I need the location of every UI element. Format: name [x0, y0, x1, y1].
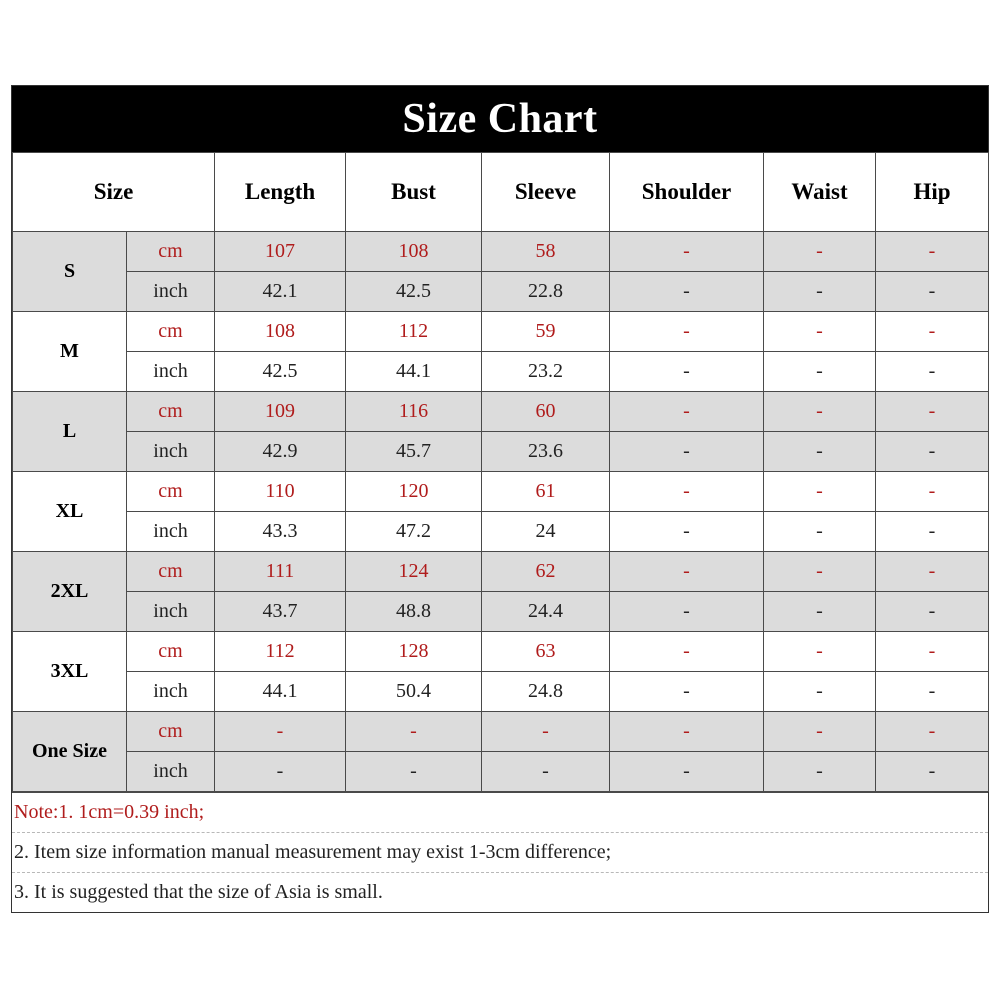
size-row-cm [13, 232, 989, 272]
length-cm-cell: 107 [215, 232, 346, 272]
length-inch-cell: 43.3 [215, 512, 346, 552]
unit-cm-label: cm [127, 552, 215, 592]
header-bust: Bust [346, 153, 482, 232]
waist-inch-cell: - [764, 512, 876, 552]
sleeve-cm-cell: 58 [482, 232, 610, 272]
bust-inch-cell: 45.7 [346, 432, 482, 472]
note-2: 2. Item size information manual measurement may exist 1-3cm difference; [12, 832, 988, 872]
waist-cm-cell: - [764, 392, 876, 432]
shoulder-inch-cell: - [610, 752, 764, 792]
unit-cm-label: cm [127, 312, 215, 352]
length-cm-cell: 108 [215, 312, 346, 352]
size-row-inch [13, 752, 989, 792]
waist-cm-cell: - [764, 712, 876, 752]
sleeve-cm-cell: 62 [482, 552, 610, 592]
sleeve-inch-cell: 23.6 [482, 432, 610, 472]
shoulder-cm-cell: - [610, 312, 764, 352]
bust-cm-cell: 112 [346, 312, 482, 352]
shoulder-inch-cell: - [610, 432, 764, 472]
size-table [12, 152, 989, 792]
size-row-inch [13, 512, 989, 552]
shoulder-cm-cell: - [610, 712, 764, 752]
size-row-inch [13, 272, 989, 312]
size-label: XL [13, 472, 127, 552]
shoulder-cm-cell: - [610, 392, 764, 432]
length-inch-cell: 43.7 [215, 592, 346, 632]
size-row-inch [13, 352, 989, 392]
header-waist: Waist [764, 153, 876, 232]
hip-cm-cell: - [876, 552, 989, 592]
hip-inch-cell: - [876, 672, 989, 712]
sleeve-cm-cell: - [482, 712, 610, 752]
size-row-inch [13, 592, 989, 632]
shoulder-cm-cell: - [610, 632, 764, 672]
size-row-cm [13, 472, 989, 512]
length-cm-cell: 110 [215, 472, 346, 512]
bust-inch-cell: 44.1 [346, 352, 482, 392]
hip-inch-cell: - [876, 352, 989, 392]
header-hip: Hip [876, 153, 989, 232]
hip-cm-cell: - [876, 392, 989, 432]
length-inch-cell: 42.1 [215, 272, 346, 312]
sleeve-inch-cell: 22.8 [482, 272, 610, 312]
bust-inch-cell: 42.5 [346, 272, 482, 312]
sleeve-inch-cell: 24.8 [482, 672, 610, 712]
bust-cm-cell: - [346, 712, 482, 752]
hip-inch-cell: - [876, 272, 989, 312]
waist-inch-cell: - [764, 672, 876, 712]
size-label: One Size [13, 712, 127, 792]
unit-inch-label: inch [127, 672, 215, 712]
header-sleeve: Sleeve [482, 153, 610, 232]
sleeve-inch-cell: - [482, 752, 610, 792]
waist-cm-cell: - [764, 552, 876, 592]
shoulder-cm-cell: - [610, 552, 764, 592]
hip-inch-cell: - [876, 512, 989, 552]
bust-inch-cell: 50.4 [346, 672, 482, 712]
size-row-cm [13, 632, 989, 672]
unit-inch-label: inch [127, 352, 215, 392]
chart-title: Size Chart [12, 86, 988, 152]
size-row-cm [13, 712, 989, 752]
length-cm-cell: 111 [215, 552, 346, 592]
bust-cm-cell: 116 [346, 392, 482, 432]
size-row-cm [13, 552, 989, 592]
shoulder-inch-cell: - [610, 352, 764, 392]
shoulder-inch-cell: - [610, 272, 764, 312]
size-table-body [13, 232, 989, 792]
shoulder-inch-cell: - [610, 672, 764, 712]
size-row-inch [13, 432, 989, 472]
size-row-cm [13, 392, 989, 432]
hip-inch-cell: - [876, 432, 989, 472]
length-inch-cell: 42.5 [215, 352, 346, 392]
shoulder-cm-cell: - [610, 232, 764, 272]
header-length: Length [215, 153, 346, 232]
bust-inch-cell: 47.2 [346, 512, 482, 552]
waist-inch-cell: - [764, 272, 876, 312]
note-1: Note:1. 1cm=0.39 inch; [12, 792, 988, 832]
sleeve-inch-cell: 23.2 [482, 352, 610, 392]
waist-inch-cell: - [764, 432, 876, 472]
shoulder-cm-cell: - [610, 472, 764, 512]
note-3: 3. It is suggested that the size of Asia is small. [12, 872, 988, 912]
size-label: M [13, 312, 127, 392]
bust-inch-cell: 48.8 [346, 592, 482, 632]
size-label: S [13, 232, 127, 312]
hip-inch-cell: - [876, 752, 989, 792]
unit-inch-label: inch [127, 512, 215, 552]
unit-cm-label: cm [127, 712, 215, 752]
bust-cm-cell: 124 [346, 552, 482, 592]
unit-cm-label: cm [127, 632, 215, 672]
sleeve-cm-cell: 60 [482, 392, 610, 432]
unit-inch-label: inch [127, 272, 215, 312]
unit-cm-label: cm [127, 232, 215, 272]
waist-inch-cell: - [764, 592, 876, 632]
shoulder-inch-cell: - [610, 592, 764, 632]
size-label: 2XL [13, 552, 127, 632]
hip-cm-cell: - [876, 472, 989, 512]
waist-cm-cell: - [764, 632, 876, 672]
unit-cm-label: cm [127, 472, 215, 512]
bust-cm-cell: 120 [346, 472, 482, 512]
shoulder-inch-cell: - [610, 512, 764, 552]
length-cm-cell: 112 [215, 632, 346, 672]
hip-inch-cell: - [876, 592, 989, 632]
length-inch-cell: - [215, 752, 346, 792]
notes [12, 792, 988, 912]
length-inch-cell: 44.1 [215, 672, 346, 712]
size-row-inch [13, 672, 989, 712]
length-cm-cell: 109 [215, 392, 346, 432]
length-cm-cell: - [215, 712, 346, 752]
length-inch-cell: 42.9 [215, 432, 346, 472]
hip-cm-cell: - [876, 712, 989, 752]
sleeve-cm-cell: 63 [482, 632, 610, 672]
bust-cm-cell: 128 [346, 632, 482, 672]
unit-inch-label: inch [127, 592, 215, 632]
size-row-cm [13, 312, 989, 352]
size-label: L [13, 392, 127, 472]
header-size: Size [13, 153, 215, 232]
hip-cm-cell: - [876, 232, 989, 272]
size-label: 3XL [13, 632, 127, 712]
sleeve-cm-cell: 59 [482, 312, 610, 352]
unit-inch-label: inch [127, 432, 215, 472]
waist-inch-cell: - [764, 352, 876, 392]
unit-cm-label: cm [127, 392, 215, 432]
unit-inch-label: inch [127, 752, 215, 792]
hip-cm-cell: - [876, 312, 989, 352]
sleeve-inch-cell: 24 [482, 512, 610, 552]
waist-inch-cell: - [764, 752, 876, 792]
waist-cm-cell: - [764, 312, 876, 352]
sleeve-cm-cell: 61 [482, 472, 610, 512]
header-row [13, 153, 989, 232]
hip-cm-cell: - [876, 632, 989, 672]
bust-cm-cell: 108 [346, 232, 482, 272]
sleeve-inch-cell: 24.4 [482, 592, 610, 632]
bust-inch-cell: - [346, 752, 482, 792]
waist-cm-cell: - [764, 232, 876, 272]
waist-cm-cell: - [764, 472, 876, 512]
header-shoulder: Shoulder [610, 153, 764, 232]
size-chart [11, 85, 989, 913]
